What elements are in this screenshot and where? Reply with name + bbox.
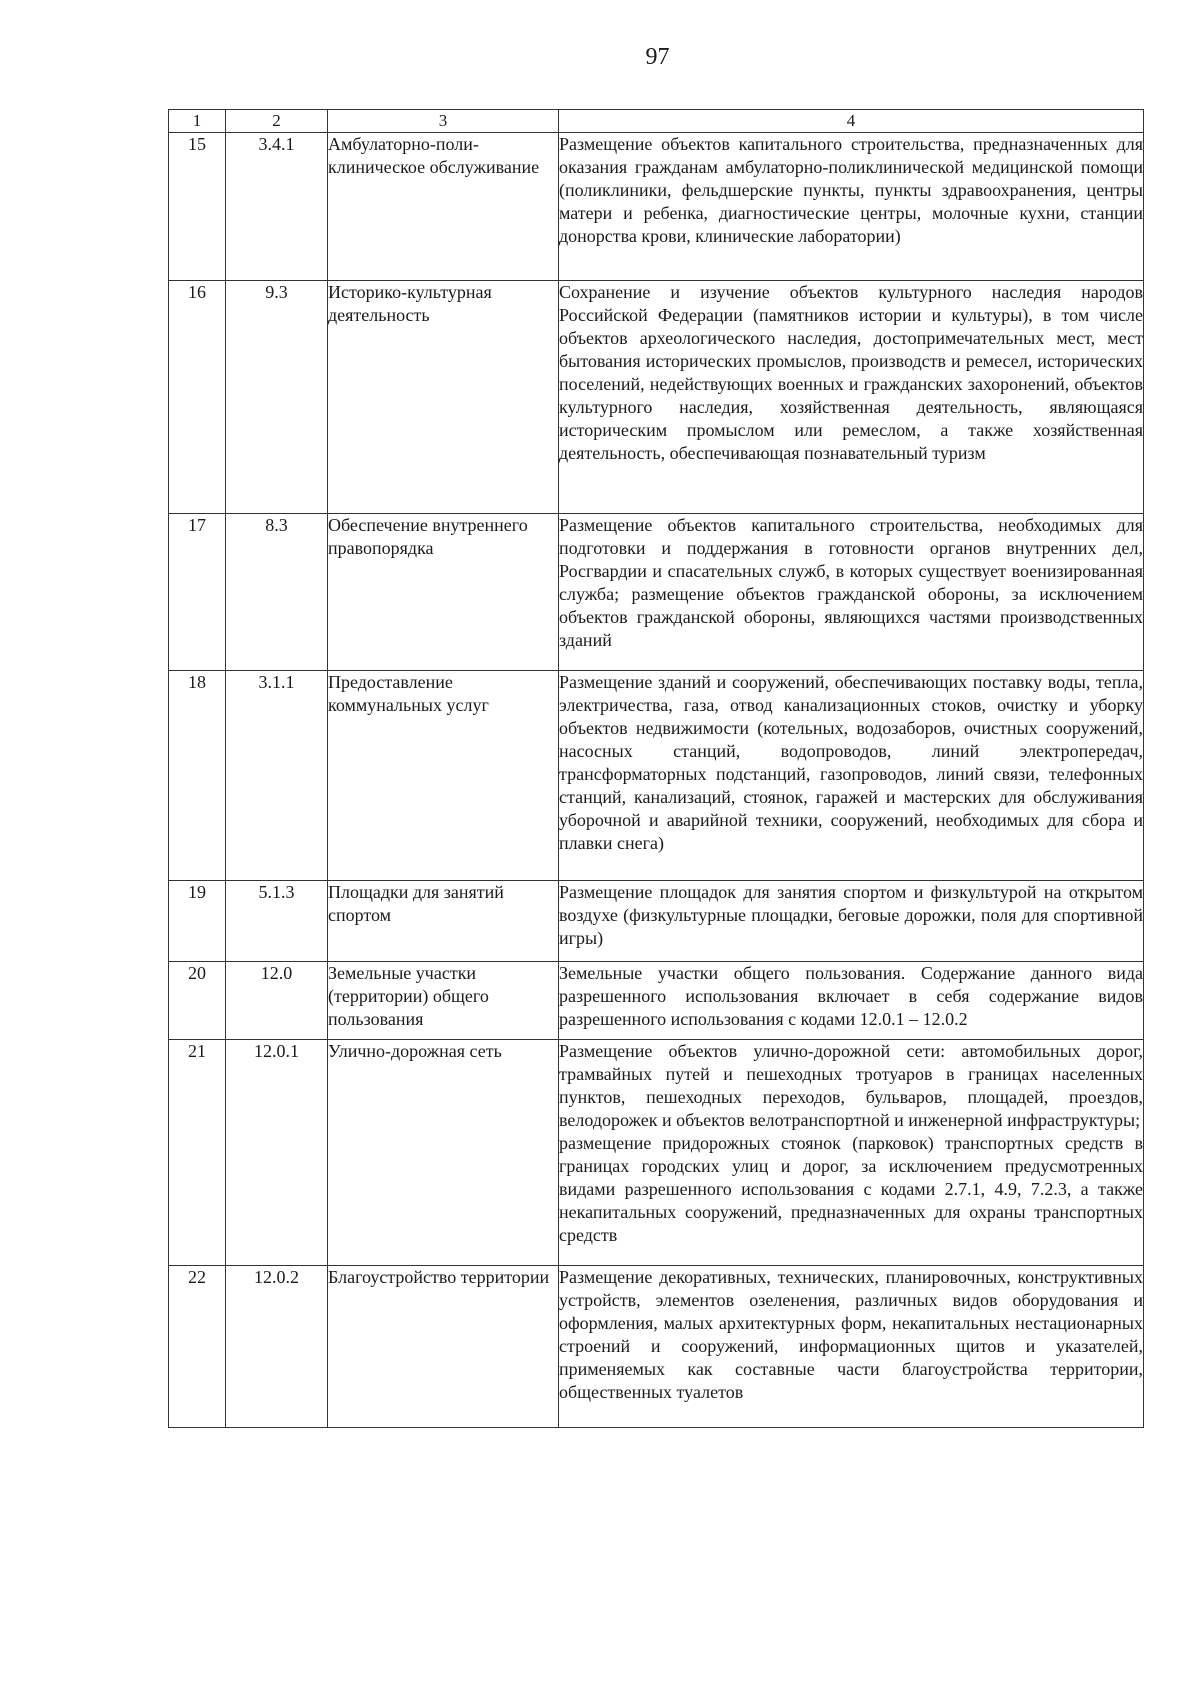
use-code: 12.0 bbox=[226, 962, 328, 1040]
use-code: 9.3 bbox=[226, 281, 328, 514]
use-code: 12.0.1 bbox=[226, 1040, 328, 1266]
use-description bbox=[559, 671, 1144, 881]
header-cell-3: 3 bbox=[328, 110, 559, 133]
row-number: 20 bbox=[169, 962, 226, 1040]
use-name: Площадки для занятий спортом bbox=[328, 881, 559, 962]
use-description bbox=[559, 514, 1144, 671]
land-use-table bbox=[168, 109, 1144, 1428]
use-description bbox=[559, 133, 1144, 281]
use-code: 12.0.2 bbox=[226, 1266, 328, 1428]
table-row bbox=[169, 1040, 1144, 1266]
description-paragraph: Размещение объектов капитального строительства, предназначенных для оказания гражданам амбулаторно-поликлинической медицинской помощи (поликлиники, фельдшерские пункты, пункты здравоохранения, центры матери и ребенка, диагностические центры, молочные кухни, станции донорства крови, клинические лаборатории) bbox=[559, 134, 1143, 246]
row-number: 18 bbox=[169, 671, 226, 881]
table-header-row bbox=[169, 110, 1144, 133]
row-number: 15 bbox=[169, 133, 226, 281]
use-name: Обеспечение внутреннего правопорядка bbox=[328, 514, 559, 671]
use-name: Историко-культурная деятельность bbox=[328, 281, 559, 514]
description-paragraph: Размещение зданий и сооружений, обеспечивающих поставку воды, тепла, электричества, газа, отвод канализационных стоков, очистку и уборку объектов недвижимости (котельных, водозаборов, очистных сооружений, насосных станций, водопроводов, линий электропередач, трансформаторных подстанций, газопроводов, линий связи, телефонных станций, канализаций, стоянок, гаражей и мастерских для обслуживания уборочной и аварийной техники, сооружений, необходимых для сбора и плавки снега) bbox=[559, 672, 1143, 853]
row-number: 21 bbox=[169, 1040, 226, 1266]
use-description bbox=[559, 962, 1144, 1040]
use-code: 8.3 bbox=[226, 514, 328, 671]
table-row bbox=[169, 281, 1144, 514]
description-paragraph: Размещение объектов капитального строительства, необходимых для подготовки и поддержания в готовности органов внутренних дел, Росгвардии и спасательных служб, в которых существует военизированная служба; размещение объектов гражданской обороны, за исключением объектов гражданской обороны, являющихся частями производственных зданий bbox=[559, 515, 1143, 650]
page-number: 97 bbox=[645, 44, 670, 70]
row-number: 16 bbox=[169, 281, 226, 514]
use-name: Предоставление коммунальных услуг bbox=[328, 671, 559, 881]
use-description bbox=[559, 881, 1144, 962]
table-row bbox=[169, 881, 1144, 962]
use-name: Земельные участки (территории) общего пользования bbox=[328, 962, 559, 1040]
header-cell-1: 1 bbox=[169, 110, 226, 133]
description-paragraph: Сохранение и изучение объектов культурного наследия народов Российской Федерации (памятников истории и культуры), в том числе объектов археологического наследия, достопримечательных мест, мест бытования исторических промыслов, производств и ремесел, исторических поселений, недействующих военных и гражданских захоронений, объектов культурного наследия, хозяйственная деятельность, являющаяся историческим промыслом или ремеслом, а также хозяйственная деятельность, обеспечивающая познавательный туризм bbox=[559, 282, 1143, 463]
use-name: Амбулаторно-поли-клиническое обслуживание bbox=[328, 133, 559, 281]
table-row bbox=[169, 962, 1144, 1040]
use-name: Благоустройство территории bbox=[328, 1266, 559, 1428]
row-number: 19 bbox=[169, 881, 226, 962]
table-row bbox=[169, 514, 1144, 671]
table-row bbox=[169, 133, 1144, 281]
header-cell-4: 4 bbox=[559, 110, 1144, 133]
table-row bbox=[169, 1266, 1144, 1428]
table-row bbox=[169, 671, 1144, 881]
row-number: 17 bbox=[169, 514, 226, 671]
description-paragraph: Размещение площадок для занятия спортом и физкультурой на открытом воздухе (физкультурные площадки, беговые дорожки, поля для спортивной игры) bbox=[559, 882, 1143, 948]
description-paragraph: размещение придорожных стоянок (парковок) транспортных средств в границах городских улиц и дорог, за исключением предусмотренных видами разрешенного использования с кодами 2.7.1, 4.9, 7.2.3, а также некапитальных сооружений, предназначенных для охраны транспортных средств bbox=[559, 1133, 1143, 1245]
header-cell-2: 2 bbox=[226, 110, 328, 133]
use-description bbox=[559, 281, 1144, 514]
use-description bbox=[559, 1040, 1144, 1266]
use-code: 3.1.1 bbox=[226, 671, 328, 881]
use-name: Улично-дорожная сеть bbox=[328, 1040, 559, 1266]
description-paragraph: Размещение декоративных, технических, планировочных, конструктивных устройств, элементов озеленения, различных видов оборудования и оформления, малых архитектурных форм, некапитальных нестационарных строений и сооружений, информационных щитов и указателей, применяемых как составные части благоустройства территории, общественных туалетов bbox=[559, 1267, 1143, 1402]
description-paragraph: Земельные участки общего пользования. Содержание данного вида разрешенного использования включает в себя содержание видов разрешенного использования с кодами 12.0.1 – 12.0.2 bbox=[559, 963, 1143, 1029]
row-number: 22 bbox=[169, 1266, 226, 1428]
description-paragraph: Размещение объектов улично-дорожной сети: автомобильных дорог, трамвайных путей и пешеходных тротуаров в границах населенных пунктов, пешеходных переходов, бульваров, площадей, проездов, велодорожек и объектов велотранспортной и инженерной инфраструктуры; bbox=[559, 1041, 1143, 1130]
use-code: 3.4.1 bbox=[226, 133, 328, 281]
use-description bbox=[559, 1266, 1144, 1428]
use-code: 5.1.3 bbox=[226, 881, 328, 962]
